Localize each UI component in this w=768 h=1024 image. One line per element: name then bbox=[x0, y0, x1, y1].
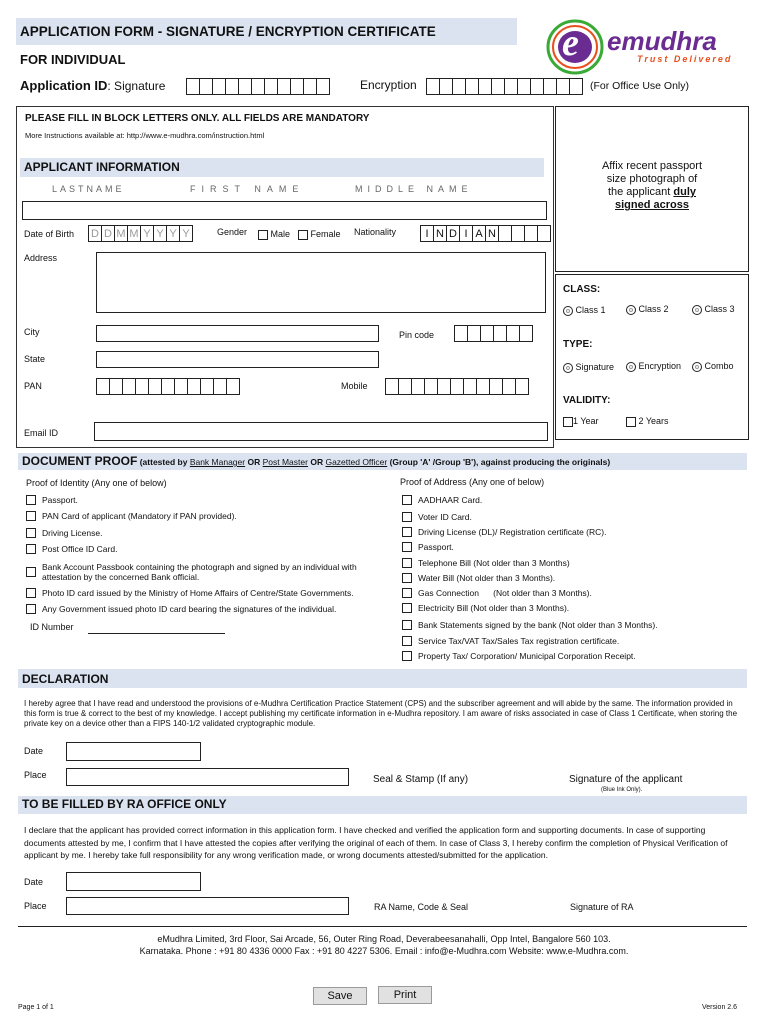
class-option-3[interactable] bbox=[692, 304, 735, 315]
ra-place-input[interactable] bbox=[66, 897, 349, 915]
pan-cells[interactable] bbox=[96, 378, 239, 395]
type-option-combo[interactable] bbox=[692, 361, 734, 372]
declaration-text: I hereby agree that I have read and understood the provisions of e-Mudhra Certification Practice Statement (CPS) and the subscriber agreement and will abide by the same. The information provided in this form is true & correct to the best of my knowledge. I accept publishing my certificate information in e-Mudhra repository. I am aware of risks associated in case of Class 1 Certificate, when storing the private key on a device other than a FIPS 140-1/2 validated cryptographic module. bbox=[24, 699, 738, 728]
identity-checkbox[interactable] bbox=[26, 604, 36, 614]
class-option-1-label: Class 1 bbox=[575, 305, 606, 315]
address-checkbox[interactable] bbox=[402, 573, 412, 583]
emudhra-logo bbox=[545, 18, 755, 78]
class-option-3-label: Class 3 bbox=[704, 304, 735, 314]
address-checkbox[interactable] bbox=[402, 527, 412, 537]
address-item-label: Driving License (DL)/ Registration certificate (RC). bbox=[418, 527, 607, 537]
address-item[interactable] bbox=[402, 512, 472, 522]
nationality-cell[interactable]: N bbox=[433, 225, 447, 242]
address-item-label: Electricity Bill (Not older than 3 Months). bbox=[418, 603, 570, 613]
dob-cell[interactable]: Y bbox=[140, 225, 154, 242]
or-2: OR bbox=[310, 457, 324, 467]
identity-item[interactable] bbox=[26, 604, 336, 614]
pincode-cells[interactable] bbox=[454, 325, 532, 342]
photo-instructions bbox=[555, 160, 749, 212]
address-item-label: AADHAAR Card. bbox=[418, 495, 483, 505]
address-proof-heading: Proof of Address (Any one of below) bbox=[400, 477, 545, 487]
identity-checkbox[interactable] bbox=[26, 567, 36, 577]
logo-tagline: Trust Delivered bbox=[637, 54, 733, 64]
print-button[interactable]: Print bbox=[378, 986, 432, 1004]
identity-item-label: Any Government issued photo ID card bearing the signatures of the individual. bbox=[42, 604, 337, 614]
attested-groups: (Group 'A' /Group 'B'), against producing the originals) bbox=[389, 457, 611, 467]
state-label: State bbox=[24, 354, 46, 364]
nationality-cell[interactable] bbox=[511, 225, 525, 242]
id-number-label: ID Number bbox=[30, 622, 74, 632]
footer-address-1: eMudhra Limited, 3rd Floor, Sai Arcade, 56, Outer Ring Road, Deverabeesanahalli, Opp Intel, Bangalore 560 103. bbox=[157, 934, 611, 944]
footer-address-2: Karnataka. Phone : +91 80 4336 0000 Fax : +91 80 4227 5306. Email : info@e-Mudhra.com Website: www.e-Mudhra.com. bbox=[139, 946, 629, 956]
pincode-label: Pin code bbox=[399, 330, 435, 340]
nationality-cell[interactable]: N bbox=[485, 225, 499, 242]
address-checkbox[interactable] bbox=[402, 603, 412, 613]
photo-line-2: size photograph of bbox=[606, 173, 698, 185]
address-item-label: Gas Connection (Not older than 3 Months). bbox=[418, 588, 592, 598]
address-item-label: Property Tax/ Corporation/ Municipal Corporation Receipt. bbox=[418, 651, 636, 661]
identity-item-label: Post Office ID Card. bbox=[42, 544, 118, 554]
mobile-cells[interactable] bbox=[385, 378, 528, 395]
address-input[interactable] bbox=[96, 252, 546, 313]
ra-name-label: RA Name, Code & Seal bbox=[374, 902, 469, 912]
signature-radio[interactable] bbox=[563, 363, 573, 373]
validity-2-years[interactable] bbox=[626, 416, 669, 427]
photo-line-3: the applicant bbox=[607, 186, 671, 198]
bank-manager: Bank Manager bbox=[189, 457, 246, 467]
dob-label: Date of Birth bbox=[24, 229, 75, 239]
form-title: APPLICATION FORM - SIGNATURE / ENCRYPTION CERTIFICATE bbox=[20, 24, 436, 39]
combo-radio[interactable] bbox=[692, 362, 702, 372]
applicant-signature-label: Signature of the applicant bbox=[569, 774, 683, 785]
type-option-1-label: Signature bbox=[575, 362, 615, 372]
seal-stamp-label: Seal & Stamp (If any) bbox=[373, 774, 469, 785]
nationality-cells[interactable] bbox=[420, 225, 550, 242]
declaration-heading: DECLARATION bbox=[22, 672, 109, 686]
ra-office-text: I declare that the applicant has provided correct information in this application form. I have checked and verified the application form and supporting documents. In case of supporting documents attested by me, I confirm that I have attested the copies after verifying the original of each of them. In case of Class 3, I hereby confirm the completion of Physical Verification of applicant by me. I hereby take full responsibility for any wrong verification made, or wrong documents attested/submitted for the application. bbox=[24, 825, 728, 860]
identity-item[interactable] bbox=[26, 528, 102, 538]
instructions-link[interactable]: More Instructions available at: http://www.e-mudhra.com/instruction.html bbox=[25, 131, 265, 140]
application-id-label bbox=[20, 78, 165, 93]
identity-item[interactable] bbox=[26, 511, 237, 521]
encryption-label: Encryption bbox=[360, 78, 417, 92]
address-item-label: Passport. bbox=[418, 542, 454, 552]
identity-checkbox[interactable] bbox=[26, 495, 36, 505]
blue-ink-note: (Blue Ink Only). bbox=[601, 787, 643, 793]
female-label: Female bbox=[310, 229, 341, 239]
dob-cell[interactable]: Y bbox=[166, 225, 180, 242]
address-item-label: Telephone Bill (Not older than 3 Months) bbox=[418, 558, 570, 568]
class-2-radio[interactable] bbox=[626, 305, 636, 315]
block-letters-note: PLEASE FILL IN BLOCK LETTERS ONLY. ALL FIELDS ARE MANDATORY bbox=[25, 113, 370, 124]
address-checkbox[interactable] bbox=[402, 512, 412, 522]
address-item[interactable] bbox=[402, 620, 658, 630]
application-id-title: Application ID bbox=[20, 78, 108, 93]
gender-male[interactable] bbox=[258, 229, 290, 240]
address-checkbox[interactable] bbox=[402, 636, 412, 646]
validity-1-year[interactable] bbox=[563, 416, 599, 427]
photo-duly: duly bbox=[673, 186, 697, 198]
ra-office-heading: TO BE FILLED BY RA OFFICE ONLY bbox=[22, 797, 227, 811]
two-years-checkbox[interactable] bbox=[626, 417, 636, 427]
form-subtitle: FOR INDIVIDUAL bbox=[20, 52, 126, 67]
nationality-cell[interactable]: I bbox=[420, 225, 434, 242]
id-number-input[interactable] bbox=[88, 633, 225, 634]
pan-label: PAN bbox=[24, 381, 42, 391]
dob-cell[interactable]: D bbox=[101, 225, 115, 242]
document-proof-heading: DOCUMENT PROOF bbox=[22, 454, 138, 468]
type-label: TYPE: bbox=[563, 339, 593, 350]
dob-cell[interactable]: D bbox=[88, 225, 102, 242]
ra-place-label: Place bbox=[24, 901, 47, 911]
city-input[interactable] bbox=[96, 325, 379, 342]
identity-item[interactable] bbox=[26, 495, 78, 505]
address-item[interactable] bbox=[402, 573, 555, 583]
address-item[interactable] bbox=[402, 651, 636, 661]
declaration-band bbox=[18, 669, 747, 688]
attested-by: (attested by bbox=[139, 457, 188, 467]
class-3-radio[interactable] bbox=[692, 305, 702, 315]
city-label: City bbox=[24, 327, 40, 337]
address-label: Address bbox=[24, 253, 58, 263]
address-item[interactable] bbox=[402, 636, 619, 646]
dob-cell[interactable]: Y bbox=[179, 225, 193, 242]
class-label: CLASS: bbox=[563, 284, 601, 295]
identity-item[interactable] bbox=[26, 588, 354, 598]
identity-item-label: PAN Card of applicant (Mandatory if PAN provided). bbox=[42, 511, 237, 521]
photo-line-1: Affix recent passport bbox=[601, 160, 703, 172]
email-label: Email ID bbox=[24, 428, 59, 438]
ra-date-input[interactable] bbox=[66, 872, 201, 891]
dob-cell[interactable]: M bbox=[114, 225, 128, 242]
identity-item-label: Bank Account Passbook containing the photograph and signed by an individual with attestation by the concerned Bank official. bbox=[42, 562, 357, 582]
lastname-label: LASTNAME bbox=[52, 184, 125, 194]
gender-female[interactable] bbox=[298, 229, 341, 240]
address-checkbox[interactable] bbox=[402, 620, 412, 630]
identity-item[interactable] bbox=[26, 544, 117, 554]
photo-signed-across: signed across bbox=[615, 199, 689, 211]
address-checkbox[interactable] bbox=[402, 588, 412, 598]
identity-heading: Proof of Identity (Any one of below) bbox=[26, 478, 167, 488]
photo-line-3-row bbox=[555, 186, 749, 199]
identity-item-label: Photo ID card issued by the Ministry of Home Affairs of Centre/State Governments. bbox=[42, 588, 354, 598]
post-master: Post Master bbox=[262, 457, 308, 467]
address-item-label: Water Bill (Not older than 3 Months). bbox=[418, 573, 556, 583]
class-option-1[interactable] bbox=[563, 305, 606, 316]
identity-checkbox[interactable] bbox=[26, 511, 36, 521]
address-checkbox[interactable] bbox=[402, 558, 412, 568]
signature-id-cells[interactable] bbox=[186, 78, 329, 95]
type-option-encryption[interactable] bbox=[626, 361, 681, 372]
address-item[interactable] bbox=[402, 558, 570, 568]
footer-divider bbox=[18, 926, 747, 927]
nationality-cell[interactable] bbox=[537, 225, 551, 242]
male-label: Male bbox=[270, 229, 291, 239]
identity-item-label: Driving License. bbox=[42, 528, 103, 538]
document-proof-heading-row bbox=[22, 454, 610, 468]
mobile-label: Mobile bbox=[341, 381, 368, 391]
save-button[interactable]: Save bbox=[313, 987, 367, 1005]
nationality-cell[interactable]: I bbox=[459, 225, 473, 242]
page-number: Page 1 of 1 bbox=[18, 1004, 54, 1011]
type-option-signature[interactable] bbox=[563, 362, 614, 373]
encryption-id-cells[interactable] bbox=[426, 78, 582, 95]
identity-checkbox[interactable] bbox=[26, 544, 36, 554]
dob-cell[interactable]: M bbox=[127, 225, 141, 242]
validity-option-1-label: 1 Year bbox=[573, 416, 599, 426]
type-option-3-label: Combo bbox=[704, 361, 734, 371]
address-item-label: Voter ID Card. bbox=[418, 512, 472, 522]
nationality-cell[interactable] bbox=[524, 225, 538, 242]
male-checkbox[interactable] bbox=[258, 230, 268, 240]
nationality-cell[interactable]: D bbox=[446, 225, 460, 242]
declaration-place-label: Place bbox=[24, 770, 47, 780]
dob-cell[interactable]: Y bbox=[153, 225, 167, 242]
email-input[interactable] bbox=[94, 422, 548, 441]
full-name-input[interactable] bbox=[22, 201, 547, 220]
address-item[interactable] bbox=[402, 588, 592, 598]
address-checkbox[interactable] bbox=[402, 542, 412, 552]
declaration-place-input[interactable] bbox=[66, 768, 349, 786]
nationality-cell[interactable]: A bbox=[472, 225, 486, 242]
logo-brand: emudhra bbox=[607, 26, 717, 56]
female-checkbox[interactable] bbox=[298, 230, 308, 240]
class-option-2[interactable] bbox=[626, 304, 669, 315]
identity-item-label: Passport. bbox=[42, 495, 78, 505]
identity-checkbox[interactable] bbox=[26, 588, 36, 598]
class-option-2-label: Class 2 bbox=[638, 304, 669, 314]
address-checkbox[interactable] bbox=[402, 495, 412, 505]
applicant-info-heading: APPLICANT INFORMATION bbox=[24, 160, 180, 174]
address-item-label: Bank Statements signed by the bank (Not older than 3 Months). bbox=[418, 620, 658, 630]
ra-signature-label: Signature of RA bbox=[570, 902, 634, 912]
application-id-signature-label: : Signature bbox=[107, 79, 166, 93]
state-input[interactable] bbox=[96, 351, 379, 368]
gazetted-officer: Gazetted Officer bbox=[325, 457, 388, 467]
address-item[interactable] bbox=[402, 603, 569, 613]
validity-option-2-label: 2 Years bbox=[638, 416, 669, 426]
or-1: OR bbox=[247, 457, 261, 467]
firstname-label: FIRST NAME bbox=[190, 184, 305, 194]
address-item[interactable] bbox=[402, 495, 482, 505]
gender-label: Gender bbox=[217, 227, 248, 237]
identity-checkbox[interactable] bbox=[26, 528, 36, 538]
address-item-label: Service Tax/VAT Tax/Sales Tax registration certificate. bbox=[418, 636, 620, 646]
dob-cells[interactable] bbox=[88, 225, 192, 242]
identity-item[interactable] bbox=[26, 562, 366, 582]
encryption-radio[interactable] bbox=[626, 362, 636, 372]
one-year-checkbox[interactable] bbox=[563, 417, 573, 427]
office-use-note: (For Office Use Only) bbox=[590, 80, 689, 92]
nationality-cell[interactable] bbox=[498, 225, 512, 242]
address-checkbox[interactable] bbox=[402, 651, 412, 661]
nationality-label: Nationality bbox=[354, 227, 397, 237]
ra-date-label: Date bbox=[24, 877, 44, 887]
middlename-label: MIDDLE NAME bbox=[355, 184, 473, 194]
address-item[interactable] bbox=[402, 542, 454, 552]
logo-letter: e bbox=[562, 22, 579, 64]
declaration-date-label: Date bbox=[24, 746, 44, 756]
version-label: Version 2.6 bbox=[702, 1004, 738, 1011]
type-option-2-label: Encryption bbox=[638, 361, 682, 371]
declaration-date-input[interactable] bbox=[66, 742, 201, 761]
address-item[interactable] bbox=[402, 527, 606, 537]
class-1-radio[interactable] bbox=[563, 306, 573, 316]
validity-label: VALIDITY: bbox=[563, 395, 611, 406]
